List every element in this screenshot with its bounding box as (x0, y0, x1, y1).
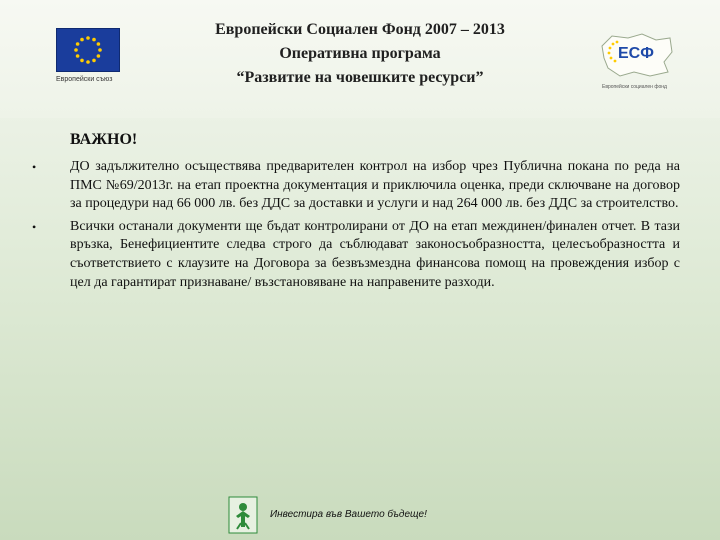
section-heading: ВАЖНО! (70, 131, 138, 148)
esf-logo (598, 28, 676, 94)
list-item-text: ДО задължително осъществява предварителен контрол на избор чрез Публична покана по реда на ПМС №69/2013г. на етап проектна документация и приключила оценка, преди сключване на договор за процедури над 66 000 лв. без ДДС за доставки и услуги и над 264 000 лв. без ДДС за строителство. (70, 159, 680, 212)
footer-logo-icon (228, 496, 258, 534)
eu-logo-caption: Европейски съюз (56, 76, 113, 83)
list-item (30, 158, 680, 214)
bullet-list (30, 158, 680, 292)
footer-slogan: Инвестира във Вашето бъдеще! (270, 509, 427, 520)
eu-logo (56, 28, 120, 86)
esf-logo-text: ЕСФ (618, 45, 654, 62)
title-line-2: Оперативна програма (279, 45, 441, 62)
title-line-3: “Развитие на човешките ресурси” (236, 69, 484, 86)
esf-map-icon (598, 28, 676, 84)
main-content (30, 130, 680, 296)
eu-flag-icon (56, 28, 120, 72)
page-title (150, 18, 570, 90)
list-item-text: Всички останали документи ще бъдат контролирани от ДО на етап междинен/финален отчет. В тази връзка, Бенефициентите следва строго да съблюдават законосъобразността, целесъобразността и съответствието с клаузите на Договора за безвъзмездна финансова помощ на провеждения избор с цел да гарантират признаване/ възстановяване на направените разходи. (70, 218, 680, 290)
title-line-1: Европейски Социален Фонд 2007 – 2013 (215, 21, 505, 38)
esf-logo-caption: Европейски социален фонд (602, 84, 667, 90)
bullet-icon: • (32, 160, 37, 174)
list-item (30, 218, 680, 292)
bullet-icon: • (32, 219, 37, 234)
